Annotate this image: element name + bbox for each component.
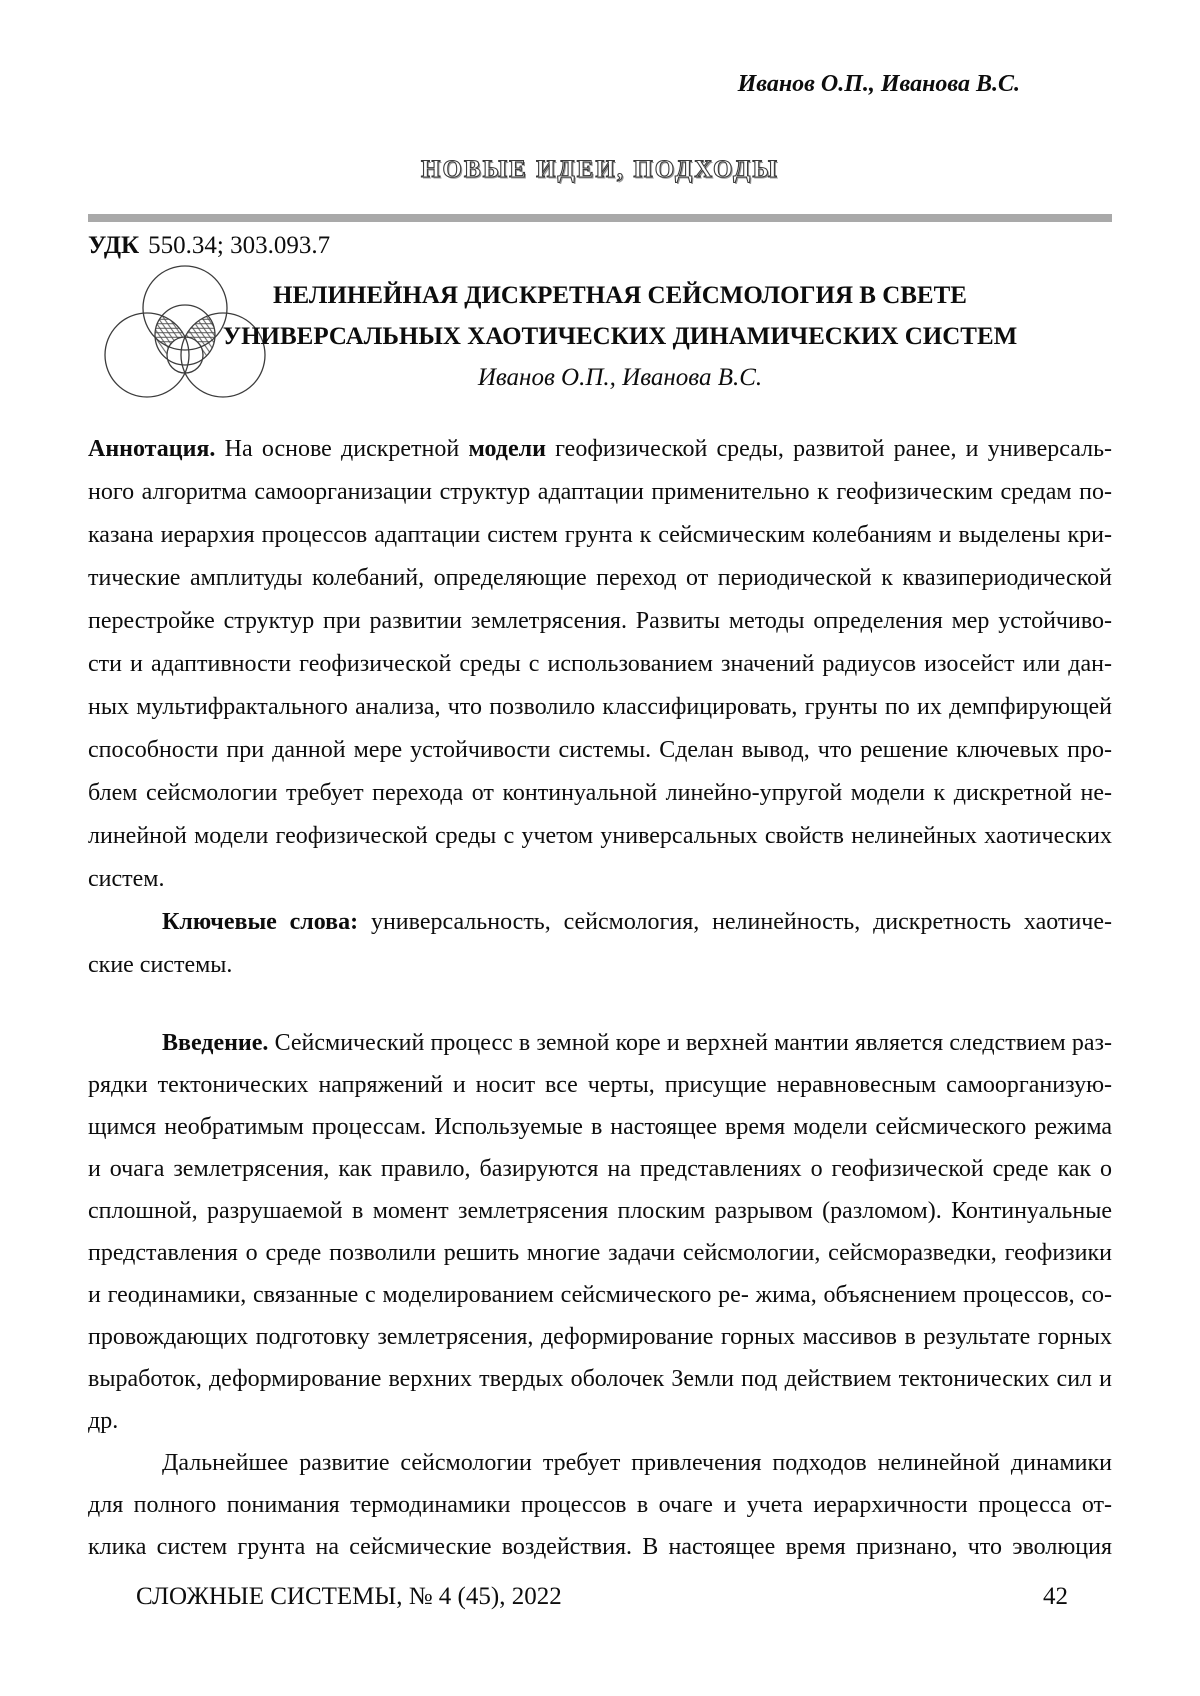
article-title-line1: НЕЛИНЕЙНАЯ ДИСКРЕТНАЯ СЕЙСМОЛОГИЯ В СВЕТЕ (273, 282, 967, 309)
text-line: Аннотация. На основе дискретной модели геофизической среды, развитой ранее, и универсаль- (88, 436, 1113, 462)
text-line: систем. (88, 866, 165, 892)
text-line: сти и адаптивности геофизической среды с использованием значений радиусов изосейст или дан- (88, 651, 1112, 677)
udc-value: 550.34; 303.093.7 (148, 232, 331, 259)
text-line: представления о среде позволили решить многие задачи сейсмологии, сейсморазведки, геофизики (88, 1240, 1112, 1266)
page-number: 42 (1043, 1583, 1068, 1610)
text-line: клика систем грунта на сейсмические воздействия. В настоящее время признано, что эволюция (88, 1534, 1112, 1560)
text-line: ские системы. (88, 952, 233, 978)
text-line: и геодинамики, связанные с моделированием сейсмического ре- жима, объяснением процессов, со- (88, 1282, 1112, 1308)
text-line: тические амплитуды колебаний, определяющие переход от периодической к квазипериодической (88, 565, 1112, 591)
text-line: и очага землетрясения, как правило, базируются на представлениях о геофизической среде как о (88, 1156, 1112, 1182)
text-line: ного алгоритма самоорганизации структур адаптации применительно к геофизическим средам по- (88, 479, 1112, 505)
udc-line (88, 231, 1112, 261)
introduction-paragraphs (88, 1022, 1112, 1568)
journal-footer-title: СЛОЖНЫЕ СИСТЕМЫ, № 4 (45), 2022 (136, 1583, 562, 1610)
page-footer (88, 1582, 1112, 1612)
text-line: рядки тектонических напряжений и носит все черты, присущие неравновесным самоорганизую- (88, 1072, 1112, 1098)
text-line: казана иерархия процессов адаптации систем грунта к сейсмическим колебаниям и выделены кри- (88, 522, 1112, 548)
text-line: провождающих подготовку землетрясения, деформирование горных массивов в результате горных (88, 1324, 1112, 1350)
text-line: перестройке структур при развитии землетрясения. Развиты методы определения мер устойчиво- (88, 608, 1112, 634)
text-line: Ключевые слова: универсальность, сейсмология, нелинейность, дискретность хаотиче- (162, 909, 1112, 935)
text-line: линейной модели геофизической среды с учетом универсальных свойств нелинейных хаотических (88, 823, 1112, 849)
udc-label: УДК (88, 232, 140, 259)
text-line: блем сейсмологии требует перехода от континуальной линейно-упругой модели к дискретной не- (88, 780, 1112, 806)
text-line: выработок, деформирование верхних твердых оболочек Земли под действием тектонических сил и (88, 1366, 1112, 1392)
text-line: Дальнейшее развитие сейсмологии требует привлечения подходов нелинейной динамики (162, 1450, 1112, 1476)
text-line: сплошной, разрушаемой в момент землетрясения плоским разрывом (разломом). Континуальные (88, 1198, 1112, 1224)
text-line: др. (88, 1408, 119, 1434)
running-author: Иванов О.П., Иванова В.С. (737, 71, 1020, 97)
header-rule (88, 214, 1112, 222)
text-line: Введение. Сейсмический процесс в земной коре и верхней мантии является следствием раз- (162, 1030, 1112, 1056)
article-title-block (160, 275, 1080, 398)
text-line: способности при данной мере устойчивости системы. Сделан вывод, что решение ключевых про- (88, 737, 1112, 763)
article-title-line2: УНИВЕРСАЛЬНЫХ ХАОТИЧЕСКИХ ДИНАМИЧЕСКИХ СИСТЕМ (222, 323, 1018, 350)
abstract-paragraph (88, 428, 1112, 901)
article-authors: Иванов О.П., Иванова В.С. (477, 364, 763, 391)
text-line: для полного понимания термодинамики процессов в очаге и учета иерархичности процесса от- (88, 1492, 1112, 1518)
section-banner: НОВЫЕ ИДЕИ, ПОДХОДЫ (421, 156, 779, 183)
text-line: ных мультифрактального анализа, что позволило классифицировать, грунты по их демпфирующей (88, 694, 1112, 720)
keywords-paragraph (88, 901, 1112, 987)
text-line: щимся необратимым процессам. Используемые в настоящее время модели сейсмического режима (88, 1114, 1112, 1140)
